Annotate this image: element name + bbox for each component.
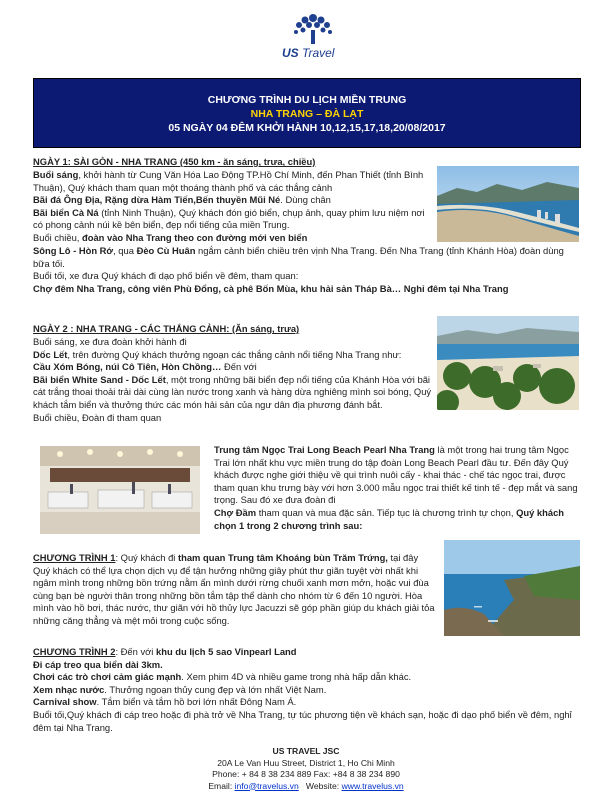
d2-p6-bold: Trung tâm Ngọc Trai Long Beach Pearl Nha Trang [214, 444, 435, 455]
d1-p7-bold: Chợ đêm Nha Trang, công viên Phù Đổng, cà phê Bốn Mùa, khu hải sản Tháp Bà… Nghỉ đêm tại Nha Trang [33, 282, 509, 294]
d2-p7-bold2: Quý khách chọn 1 trong 2 chương trình sau: [214, 506, 565, 531]
footer-contact [0, 781, 612, 792]
p2-line1: Đi cáp treo qua biển dài 3km. [33, 658, 163, 670]
d2-p5-text: Buổi chiều, Đoàn đi tham quan [33, 411, 162, 423]
pearl-center-photo [40, 446, 200, 534]
title-banner [33, 78, 581, 148]
program1-section [33, 552, 437, 628]
d2-p7-bold1: Chợ Đầm [214, 506, 257, 518]
footer-address: 20A Le Van Huu Street, District 1, Ho Chi Minh [217, 757, 395, 768]
d1-p2-text: . Dùng chân [280, 194, 331, 206]
website-link[interactable]: www.travelus.vn [341, 780, 404, 791]
d1-p4-bold: đoàn vào Nha Trang theo con đường mới ven biển [82, 231, 308, 243]
day1-body-bottom [33, 245, 583, 295]
d1-p4-text: Buổi chiều, [33, 231, 82, 243]
d1-p5-bold1: Sông Lô - Hòn Rớ [33, 245, 114, 256]
p1-text1: : Quý khách đi [115, 552, 178, 563]
pearl-center-text [214, 444, 584, 532]
logo-travel: Travel [298, 46, 335, 60]
d1-p5-bold2: Đèo Cù Huân [136, 245, 196, 256]
tree-logo-icon [292, 12, 334, 46]
program1-title: CHƯƠNG TRÌNH 1 [33, 552, 116, 563]
d1-p1-bold: Buổi sáng [33, 169, 79, 180]
logo-text [282, 46, 334, 60]
email-link[interactable]: info@travelus.vn [234, 780, 299, 791]
program2-title: CHƯƠNG TRÌNH 2 [33, 646, 116, 657]
p2-line2-text: . Xem phim 4D và nhiều game trong nhà hấp dẫn khác. [181, 671, 412, 683]
day2-section [33, 323, 433, 336]
d2-p2-text: , trên đường Quý khách thưởng ngoạn các thắng cảnh nổi tiếng Nha Trang như: [67, 348, 402, 360]
day1-section [33, 156, 433, 169]
banner-line-2: NHA TRANG – ĐÀ LẠT [250, 108, 364, 120]
d1-p3-bold: Bãi biển Cà Ná [33, 206, 99, 218]
d2-p3-bold: Cầu Xóm Bóng, núi Cô Tiên, Hòn Chồng… [33, 361, 222, 373]
p2-line5-text: Buổi tối,Quý khách đi cáp treo hoặc đi phà trở về Nha Trang, tự túc phương tiện về khách sạn, hoặc đi dạo phố biển về đêm, nghỉ đêm tại Nha Trang. [33, 708, 572, 733]
d2-p4-text: , một trong những bãi biển đẹp nổi tiếng của Khánh Hòa với bãi cát trắng thoai thoải trải dài cùng làn nước trong xanh và hàng dừa nghiêng mình soi bóng, Quý khách tắm biển và thưởng thức các món hải sản của ngư dân địa phương đánh bắt. [33, 373, 432, 410]
d2-p4-bold: Bãi biển White Sand - Dốc Lết [33, 373, 166, 385]
p2-line3-bold: Xem nhạc nước [33, 683, 105, 695]
d2-p7-text: tham quan và mua đặc sản. Tiếp tục là chương trình tự chọn, [256, 506, 517, 518]
p2-line4-text: . Tắm biển và tắm hồ bơi lớn nhất Đông Nam Á. [96, 696, 297, 708]
logo [282, 12, 342, 62]
d2-p3-text: Đến với [221, 361, 257, 373]
d2-p2-bold: Dốc Lết [33, 348, 68, 360]
footer [0, 746, 612, 792]
d2-p1-text: Buổi sáng, xe đưa đoàn khởi hành đi [33, 336, 187, 347]
banner-line-1: CHƯƠNG TRÌNH DU LỊCH MIỀN TRUNG [207, 94, 407, 106]
day1-body-top [33, 169, 431, 245]
footer-email-label: Email: [208, 780, 235, 791]
coastal-cliffs-photo [444, 540, 580, 636]
white-sand-beach-photo [437, 316, 579, 410]
d1-p2-bold: Bãi đá Ông Địa, Rặng dừa Hàm Tiến,Bến thuyền Mũi Né [33, 194, 281, 206]
footer-phone: Phone: + 84 8 38 234 889 Fax: +84 8 38 234 890 [212, 769, 400, 779]
day2-body-top [33, 336, 433, 424]
d1-p3-text: (tỉnh Ninh Thuận), Quý khách đón gió biển, chụp ảnh, quay phim lưu niệm nơi có phong cảnh núi kề bên biển, đẹp nổi tiếng của miền Trung. [33, 206, 425, 231]
d1-p5-text2: ngắm cảnh biển chiều trên vịnh Nha Trang. Đến Nha Trang (tỉnh Khánh Hòa) đoàn dùng bữa tối. [33, 245, 564, 269]
d1-p1-text: , khởi hành từ Cung Văn Hóa Lao Động TP.Hồ Chí Minh, đến Phan Thiết (tỉnh Bình Thuận), Quý khách tham quan một thoáng thành phố và các thắng cảnh [33, 169, 424, 193]
day1-title: NGÀY 1: SÀI GÒN - NHA TRANG (450 km - ăn sáng, trưa, chiều) [33, 156, 316, 167]
program2-section [33, 646, 583, 734]
d1-p6-text: Buổi tối, xe đưa Quý khách đi dạo phố biển về đêm, tham quan: [33, 270, 299, 282]
d1-p5-text1: , qua [113, 245, 137, 256]
footer-website-label: Website: [298, 780, 342, 791]
p2-line3-text: . Thưởng ngoạn thủy cung đẹp và lớn nhất Việt Nam. [104, 683, 327, 695]
footer-company: US TRAVEL JSC [272, 746, 340, 756]
p2-line4-bold: Carnival show [33, 696, 97, 708]
logo-us: US [282, 46, 299, 60]
p2-text1: : Đến với [115, 646, 156, 657]
p1-bold1: tham quan Trung tâm Khoáng bùn Trăm Trứng, [177, 552, 388, 563]
banner-line-3: 05 NGÀY 04 ĐÊM KHỞI HÀNH 10,12,15,17,18,20/08/2017 [168, 122, 446, 134]
nha-trang-coast-photo [437, 166, 579, 242]
d2-p6-text: là một trong hai trung tâm Ngọc Trai lớn nhất khu vực miền trung do tập đoàn Long Beach Pearl đầu tư. Đến đây Quý khách được nghe giới thiệu về qui trình nuôi cấy - khai thác - chế tác ngọc trai, được tham quan khu trưng bày với hơn 3.000 mẫu ngọc trai thiết kế tinh tế - đẹp mắt và sang trọng. Sau đó xe đưa đoàn đi [214, 444, 578, 506]
p2-line2-bold: Chơi các trò chơi cảm giác mạnh [33, 671, 182, 683]
day2-title: NGÀY 2 : NHA TRANG - CÁC THẮNG CẢNH: (Ăn sáng, trưa) [33, 323, 300, 334]
p2-bold1: khu du lịch 5 sao Vinpearl Land [156, 646, 297, 657]
p1-text2: tại đây Quý khách có thể lựa chọn dịch vụ để tận hưởng những giây phút thư giãn tuyệt vời nhất khi ngâm mình trong những bồn trứng nằm ẩn mình dưới rừng chuối xanh mơn mởn, hoặc vui đùa cùng bạn bè người thân trong những bồn tắm tập thể dành cho nhóm từ 6 đến 10 người. Hòa mình vào hồ bơi, thác nước, thư giãn với hồ thủy lực Jacuzzi sẽ góp phần giúp du khách giải tỏa những căng thẳng và mệt mỏi trong cuộc sống. [33, 552, 435, 626]
